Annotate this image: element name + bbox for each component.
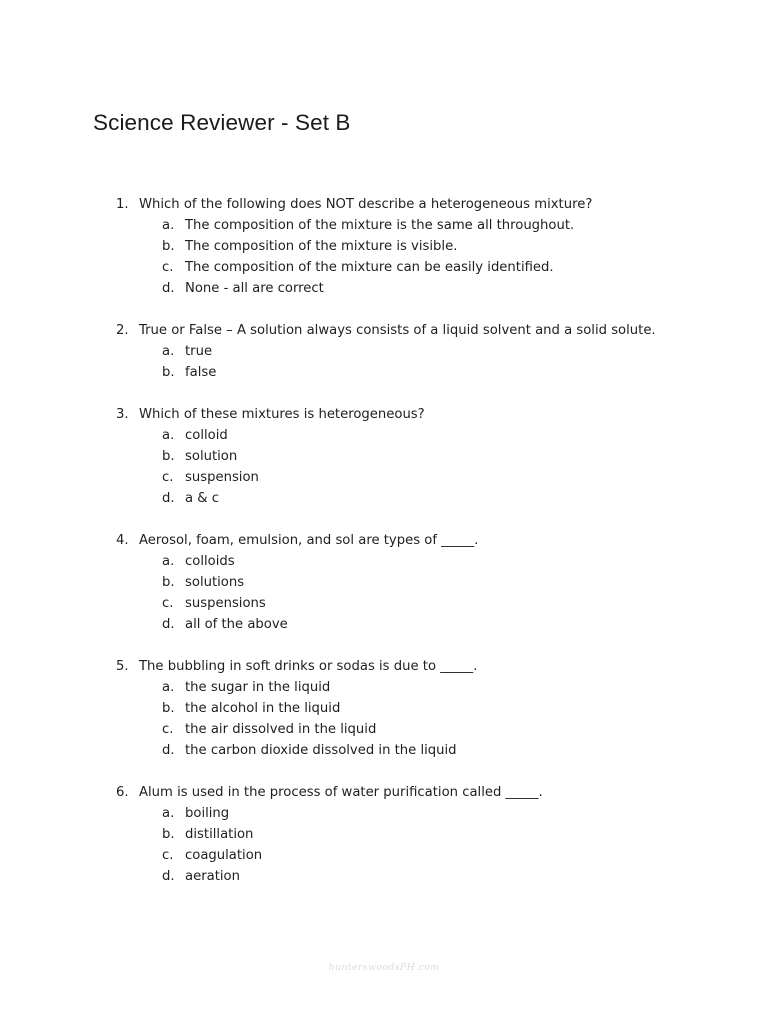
question-text: The bubbling in soft drinks or sodas is due to _____. bbox=[139, 659, 478, 674]
option-text: The composition of the mixture is the same all throughout. bbox=[185, 218, 575, 233]
question-row bbox=[0, 782, 768, 803]
question-row bbox=[0, 194, 768, 215]
question-text: Aerosol, foam, emulsion, and sol are types of _____. bbox=[139, 533, 479, 548]
option-item bbox=[0, 488, 768, 509]
option-text: None - all are correct bbox=[185, 281, 324, 296]
option-item bbox=[0, 698, 768, 719]
question-text: Which of the following does NOT describe a heterogeneous mixture? bbox=[139, 197, 593, 212]
option-item bbox=[0, 614, 768, 635]
option-text: The composition of the mixture can be easily identified. bbox=[185, 260, 554, 275]
option-item bbox=[0, 362, 768, 383]
question-item bbox=[0, 530, 768, 635]
question-number: 5. bbox=[116, 659, 129, 674]
option-letter: a. bbox=[162, 680, 175, 695]
option-letter: b. bbox=[162, 575, 175, 590]
option-text: a & c bbox=[185, 491, 219, 506]
question-item bbox=[0, 656, 768, 761]
option-list bbox=[0, 425, 768, 509]
option-letter: d. bbox=[162, 617, 175, 632]
question-text: Which of these mixtures is heterogeneous? bbox=[139, 407, 425, 422]
option-list bbox=[0, 551, 768, 635]
option-text: solutions bbox=[185, 575, 245, 590]
option-item bbox=[0, 257, 768, 278]
option-text: false bbox=[185, 365, 217, 380]
question-number: 6. bbox=[116, 785, 129, 800]
question-list bbox=[0, 194, 768, 908]
option-letter: b. bbox=[162, 449, 175, 464]
question-item bbox=[0, 782, 768, 887]
option-letter: a. bbox=[162, 554, 175, 569]
option-item bbox=[0, 425, 768, 446]
option-list bbox=[0, 803, 768, 887]
question-text: Alum is used in the process of water purification called _____. bbox=[139, 785, 543, 800]
option-text: coagulation bbox=[185, 848, 263, 863]
option-list bbox=[0, 677, 768, 761]
option-text: the alcohol in the liquid bbox=[185, 701, 341, 716]
question-item bbox=[0, 320, 768, 383]
option-item bbox=[0, 236, 768, 257]
question-text: True or False – A solution always consists of a liquid solvent and a solid solute. bbox=[139, 323, 656, 338]
option-item bbox=[0, 551, 768, 572]
option-item bbox=[0, 593, 768, 614]
option-list bbox=[0, 215, 768, 299]
option-letter: b. bbox=[162, 827, 175, 842]
option-item bbox=[0, 467, 768, 488]
option-text: true bbox=[185, 344, 213, 359]
option-letter: c. bbox=[162, 596, 174, 611]
option-text: all of the above bbox=[185, 617, 288, 632]
page-title: Science Reviewer - Set B bbox=[93, 110, 351, 135]
question-item bbox=[0, 404, 768, 509]
question-row bbox=[0, 404, 768, 425]
question-row bbox=[0, 656, 768, 677]
option-letter: b. bbox=[162, 701, 175, 716]
option-text: colloids bbox=[185, 554, 235, 569]
option-text: the sugar in the liquid bbox=[185, 680, 331, 695]
option-item bbox=[0, 740, 768, 761]
option-item bbox=[0, 446, 768, 467]
option-letter: a. bbox=[162, 428, 175, 443]
option-text: suspensions bbox=[185, 596, 266, 611]
option-item bbox=[0, 278, 768, 299]
option-text: aeration bbox=[185, 869, 240, 884]
question-number: 4. bbox=[116, 533, 129, 548]
option-text: suspension bbox=[185, 470, 259, 485]
option-letter: d. bbox=[162, 869, 175, 884]
option-item bbox=[0, 572, 768, 593]
option-text: The composition of the mixture is visible. bbox=[185, 239, 458, 254]
option-letter: d. bbox=[162, 743, 175, 758]
option-letter: b. bbox=[162, 365, 175, 380]
question-row bbox=[0, 320, 768, 341]
option-item bbox=[0, 215, 768, 236]
question-number: 3. bbox=[116, 407, 129, 422]
option-letter: c. bbox=[162, 848, 174, 863]
option-text: the air dissolved in the liquid bbox=[185, 722, 377, 737]
question-row bbox=[0, 530, 768, 551]
option-letter: c. bbox=[162, 470, 174, 485]
option-text: boiling bbox=[185, 806, 230, 821]
option-letter: a. bbox=[162, 806, 175, 821]
option-letter: b. bbox=[162, 239, 175, 254]
question-number: 1. bbox=[116, 197, 129, 212]
watermark-text: hunterswoodsPH.com bbox=[328, 962, 440, 973]
option-letter: a. bbox=[162, 218, 175, 233]
option-item bbox=[0, 803, 768, 824]
option-text: the carbon dioxide dissolved in the liquid bbox=[185, 743, 457, 758]
option-text: colloid bbox=[185, 428, 228, 443]
option-letter: c. bbox=[162, 722, 174, 737]
question-item bbox=[0, 194, 768, 299]
option-letter: a. bbox=[162, 344, 175, 359]
option-letter: d. bbox=[162, 491, 175, 506]
option-item bbox=[0, 845, 768, 866]
option-item bbox=[0, 719, 768, 740]
option-item bbox=[0, 677, 768, 698]
option-item bbox=[0, 341, 768, 362]
option-letter: d. bbox=[162, 281, 175, 296]
option-text: distillation bbox=[185, 827, 254, 842]
option-letter: c. bbox=[162, 260, 174, 275]
option-text: solution bbox=[185, 449, 238, 464]
option-list bbox=[0, 341, 768, 383]
question-number: 2. bbox=[116, 323, 129, 338]
option-item bbox=[0, 824, 768, 845]
option-item bbox=[0, 866, 768, 887]
